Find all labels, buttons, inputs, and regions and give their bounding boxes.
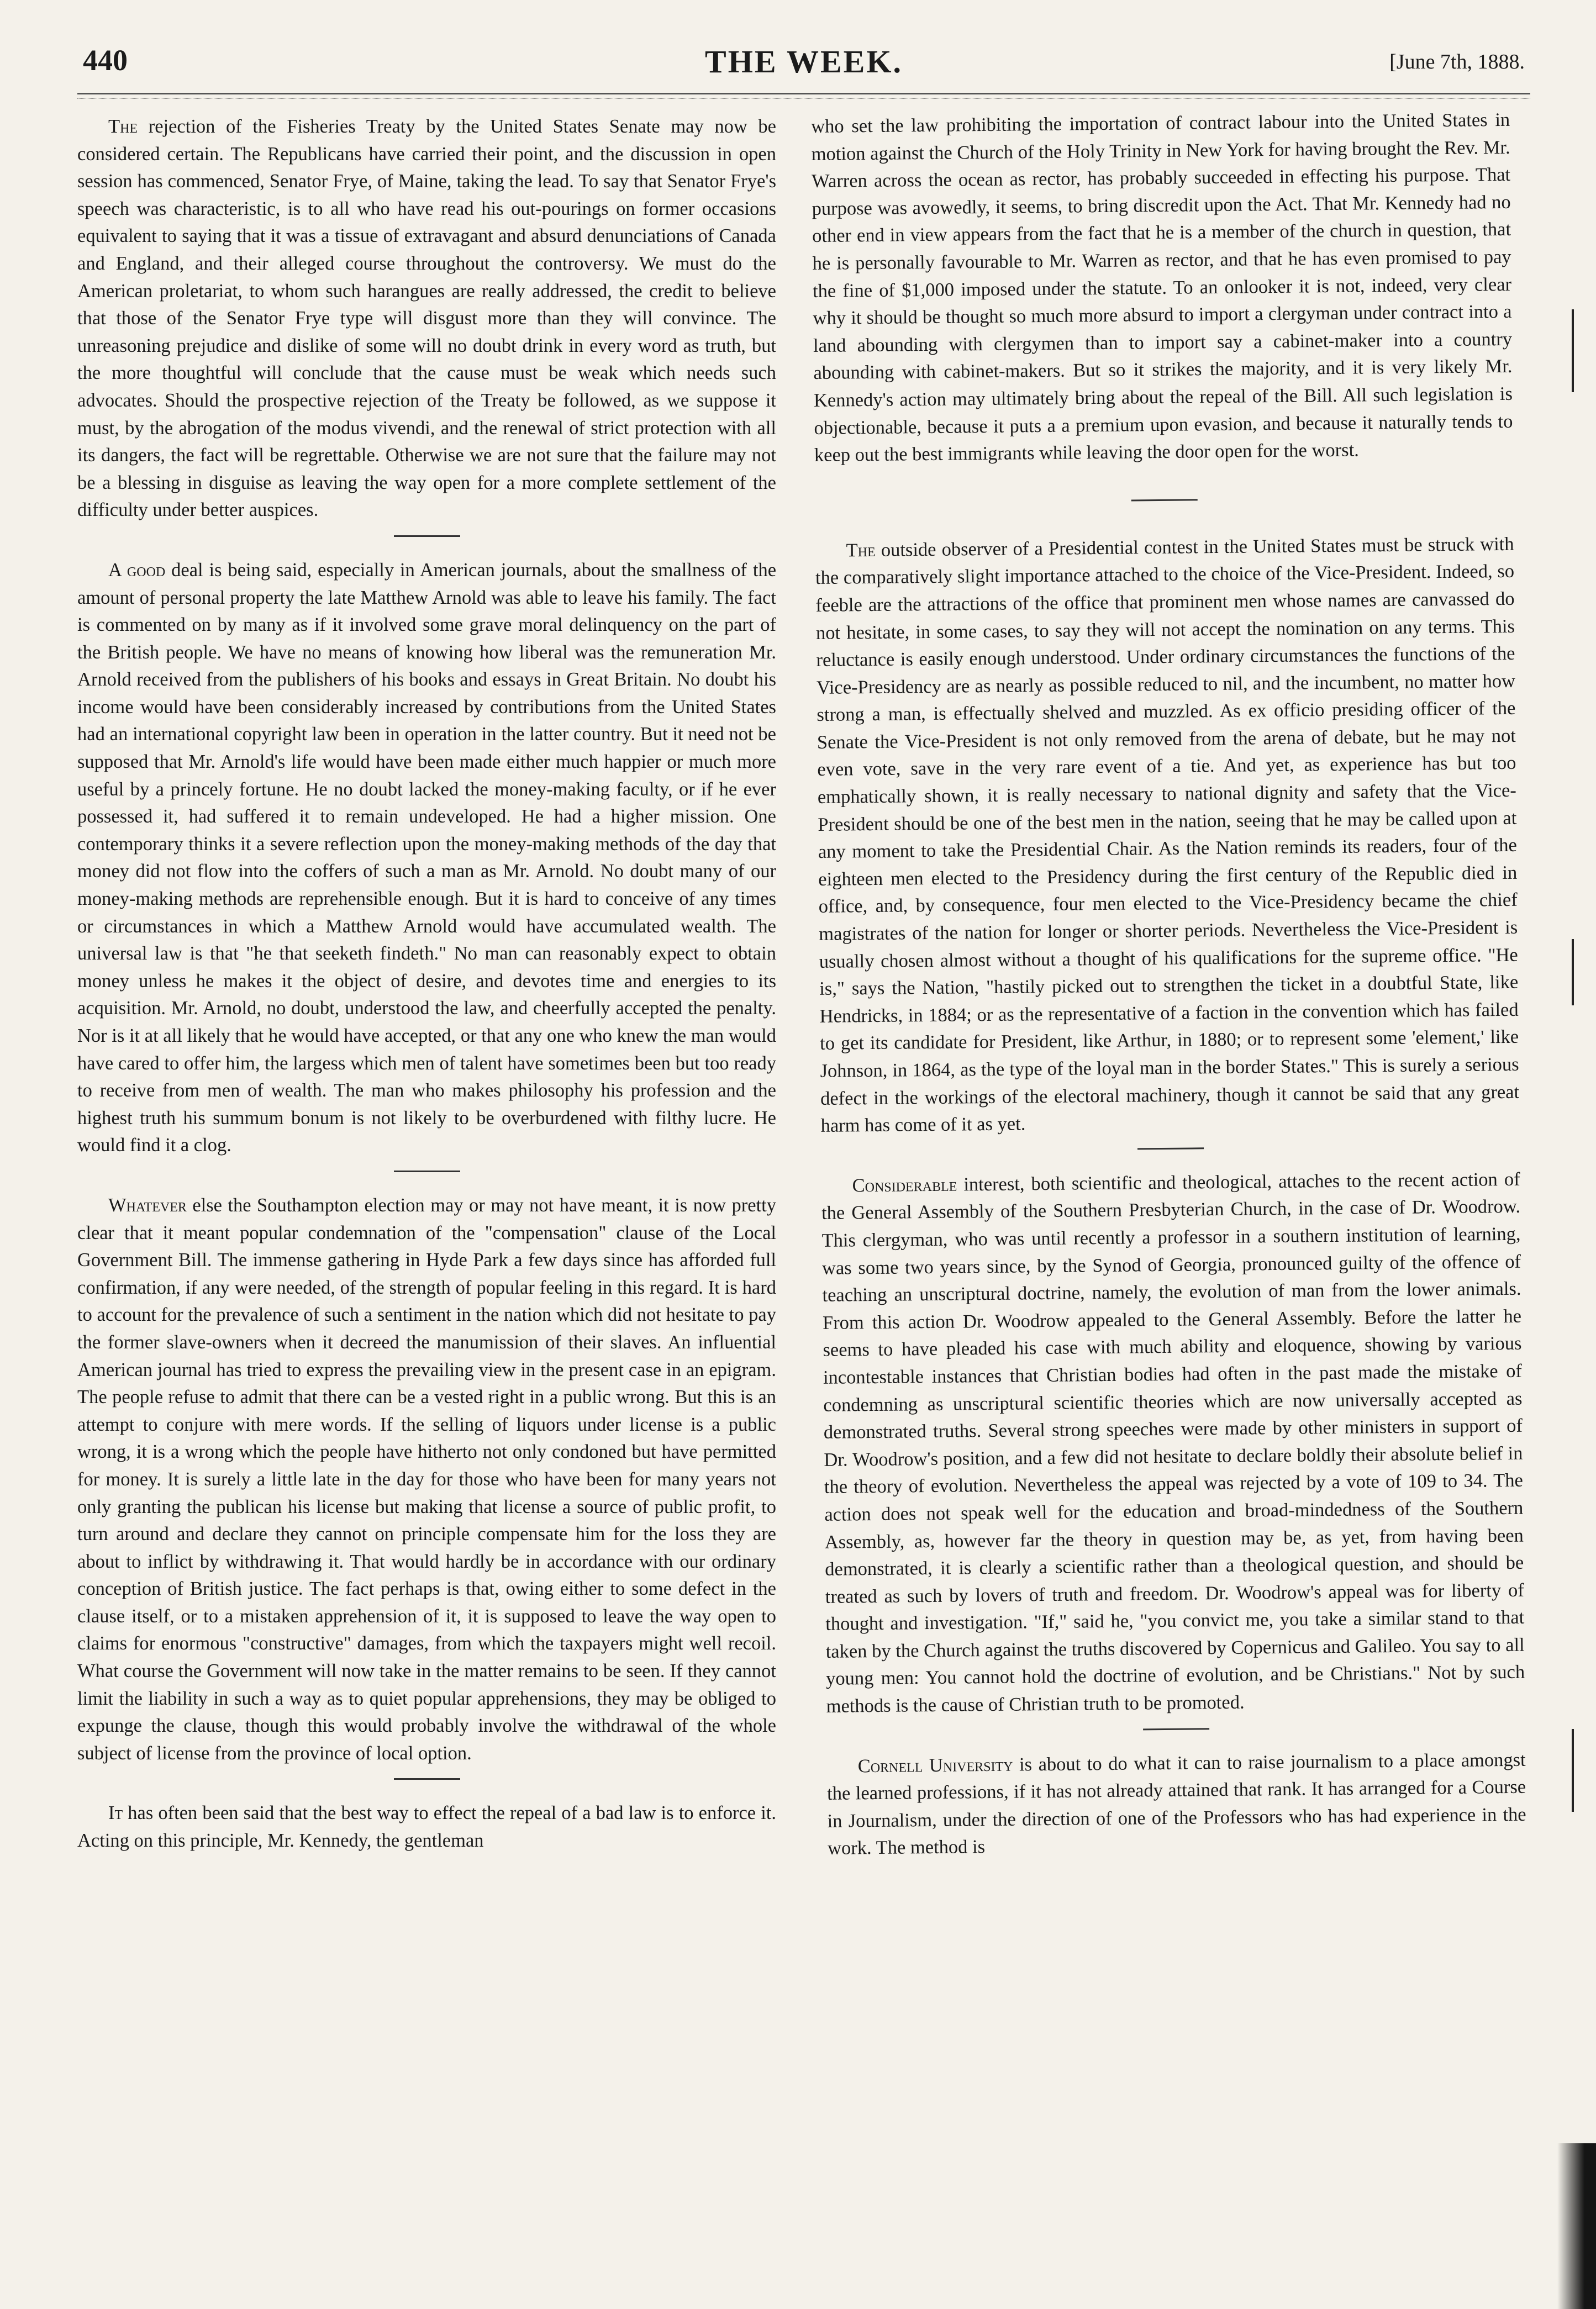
page-edge-shadow (1557, 2143, 1596, 2309)
article-vice-president (815, 531, 1519, 1140)
article-body: interest, both scientific and theological, attaches to the recent action of the General Assembly of the Southern Presbyterian Church, in the case of Dr. Woodrow. This clergyman, who was until recently a professor in a southern institution of learning, was some two years since, by the Synod of Georgia, pronounced guilty of the offence of teaching an unscriptural doctrine, namely, the evolution of man from the lower animals. From this action Dr. Woodrow appealed to the General Assembly. Before the latter he seems to have pleaded his case with much ability and eloquence, showing by various incontestable instances that Christian bodies had often in the past made the mistake of condemning as unscriptural scientific theories which are now universally accepted as demonstrated truths. Several strong speeches were made by other ministers in support of Dr. Woodrow's position, and a few did not hesitate to declare boldly their absolute belief in the theory of evolution. Nevertheless the appeal was rejected by a vote of 109 to 34. The action does not speak well for the education and broad-mindedness of the Southern Assembly, as, however far the theory in question may be, as yet, from having been demonstrated, it is clearly a scientific rather than a theological question, and should be treated as such by lovers of truth and freedom. Dr. Woodrow's appeal was for liberty of thought and investigation. "If," said he, "you convict me, you take a similar stand to that taken by the Church against the truths discovered by Copernicus and Galileo. You say to all young men: You cannot hold the doctrine of evolution, and be Christians." Not by such methods is the cause of Christian truth to be promoted. (821, 1168, 1525, 1717)
article-body: has often been said that the best way to effect the repeal of a bad law is to enforce it. Acting on this principle, Mr. Kennedy, the gentleman (77, 1802, 776, 1852)
article-body: else the Southampton election may or may not have meant, it is now pretty clear that it meant popular condemnation of the "compensation" clause of the Local Government Bill. The immense gathering in Hyde Park a few days since has afforded full confirmation, if any were needed, of the strength of popular feeling in this regard. It is hard to account for the prevalence of such a sentiment in the nation which did not hesitate to pay the former slave-owners when it decreed the manumission of their slaves. An influential American journal has tried to express the prevailing view in the present case in an epigram. The people refuse to admit that there can be a vested right in a public wrong. But this is an attempt to conjure with mere words. If the selling of liquors under license is a public wrong, it is a wrong which the people have hitherto not only condoned but have permitted for money. It is surely a little late in the day for those who have been for many years not only granting the publican his license but making that license a source of public profit, to turn around and declare they cannot on principle compensate him for the loss they are about to inflict by withdrawing it. That would hardly be in accordance with our ordinary conception of British justice. The fact perhaps is that, owing either to some defect in the clause itself, or to a mistaken apprehension of it, it is supposed to leave the way open to claims for enormous "constructive" damages, from which the taxpayers might well recoil. What course the Government will now take in the matter remains to be seen. If they cannot limit the liability in such a way as to quiet popular apprehensions, they may be obliged to expunge the clause, though this would probably involve the withdrawal of the whole subject of license from the province of local option. (77, 1194, 776, 1764)
section-divider (1143, 1728, 1209, 1730)
header-rule (77, 93, 1530, 94)
article-contract-labour-continued (811, 107, 1513, 470)
article-body: who set the law prohibiting the importation of contract labour into the United States in motion against the Church of the Holy Trinity in New York for having brought the Rev. Mr. Warren across the ocean as rector, has probably succeeded in effecting his purpose. That purpose was avowedly, it seems, to bring discredit upon the Act. That Mr. Kennedy had no other end in view appears from the fact that he is a member of the church in question, that he is personally favourable to Mr. Warren as rector, and that he has even promised to pay the fine of $1,000 imposed under the statute. To an onlooker it is not, indeed, very clear why it should be thought so much more absurd to import a clergyman under contract into a land abounding with clergymen than to import say a cabinet-maker into a country abounding with cabinet-makers. But so it strikes the majority, and it is very likely Mr. Kennedy's action may ultimately bring about the repeal of the Bill. All such legislation is objectionable, because it puts a a premium upon evasion, and because it naturally tends to keep out the best immigrants while leaving the door open for the worst. (811, 109, 1513, 466)
article-matthew-arnold (77, 557, 776, 1159)
masthead-title: THE WEEK. (705, 44, 903, 80)
article-southampton-election (77, 1192, 776, 1767)
margin-mark (1572, 939, 1574, 1005)
article-dr-woodrow (821, 1166, 1525, 1721)
section-divider (394, 1171, 460, 1172)
page-number: 440 (83, 44, 128, 77)
lead-word: A good (108, 559, 166, 581)
left-column (77, 113, 776, 1855)
article-cornell-journalism (826, 1746, 1526, 1863)
section-divider (394, 535, 460, 537)
article-body: rejection of the Fisheries Treaty by the United States Senate may now be considered certain. The Republicans have carried their point, and the discussion in open session has commenced, Senator Frye, of Maine, taking the lead. To say that Senator Frye's speech was characteristic, is to all who have read his out-pourings on former occasions equivalent to saying that it was a tissue of extravagant and absurd denunciations of Canada and England, and their alleged course throughout the controversy. We must do the American proletariat, to whom such harangues are really addressed, the credit to believe that those of the Senator Frye type will disgust more than they will convince. The unreasoning prejudice and dislike of some will no doubt drink in every word as truth, but the more thoughtful will conclude that the cause must be weak which needs such advocates. Should the prospective rejection of the Treaty be followed, as we suppose it must, by the abrogation of the modus vivendi, and the renewal of strict protection with all its dangers, the fact will be regrettable. Otherwise we are not sure that the failure may not be a blessing in disguise as leaving the way open for a more complete settlement of the difficulty under better auspices. (77, 116, 776, 521)
lead-word: The (846, 539, 876, 561)
lead-word: Cornell University (857, 1754, 1013, 1776)
article-body: is about to do what it can to raise journalism to a place amongst the learned professions, if it has not already attained that rank. It has arranged for a Course in Journalism, under the direction of one of the Professors who has had experience in the work. The method is (827, 1749, 1526, 1859)
section-divider (394, 1778, 460, 1780)
right-column (811, 107, 1526, 1863)
issue-date: [June 7th, 1888. (1389, 50, 1525, 73)
page-header (83, 43, 1525, 87)
margin-mark (1572, 1729, 1574, 1812)
article-body: deal is being said, especially in American journals, about the smallness of the amount of personal property the late Matthew Arnold was able to leave his family. The fact is commented on by many as if it involved some grave moral delinquency on the part of the British people. We have no means of knowing how liberal was the remuneration Mr. Arnold received from the publishers of his books and essays in Great Britain. No doubt his income would have been considerably increased by contributions from the United States had an international copyright law been in operation in the latter country. But it need not be supposed that Mr. Arnold's life would have been made either much happier or much more useful by a princely fortune. He no doubt lacked the money-making faculty, or if he ever possessed it, had suffered it to remain undeveloped. He had a higher mission. One contemporary thinks it a severe reflection upon the money-making methods of the day that money did not flow into the coffers of such a man as Mr. Arnold. No doubt many of our money-making methods are reprehensible enough. But it is hard to conceive of any times or circumstances in which a Matthew Arnold would have accumulated wealth. The universal law is that "he that seeketh findeth." No man can reasonably expect to obtain money unless he makes it the object of desire, and devotes time and energies to its acquisition. Mr. Arnold, no doubt, understood the law, and cheerfully accepted the penalty. Nor is it at all likely that he would have accepted, or that any one who knew the man would have cared to offer him, the largess which men of talent have sometimes been but too ready to receive from men of wealth. The man who makes philosophy his profession and the highest truth his summum bonum is not likely to be overburdened with filthy lucre. He would find it a clog. (77, 559, 777, 1156)
lead-word: The (108, 116, 138, 137)
section-divider (1137, 1147, 1204, 1150)
article-body: outside observer of a Presidential contest in the United States must be struck with the comparatively slight importance attached to the choice of the Vice-President. Indeed, so feeble are the attractions of the office that prominent men whose names are canvassed do not hesitate, in some cases, to say they will not accept the nomination on any terms. This reluctance is easily enough understood. Under ordinary circumstances the functions of the Vice-Presidency are as nearly as possible reduced to nil, and the incumbent, no matter how strong a man, is effectually shelved and muzzled. As ex officio presiding officer of the Senate the Vice-President is not only removed from the arena of debate, but he may not even vote, save in the very rare event of a tie. And yet, as experience has but too emphatically shown, it is really necessary to national dignity and safety that the Vice-President should be one of the best men in the nation, seeing that he may be called upon at any moment to take the Presidential Chair. As the Nation reminds its readers, four of the eighteen men elected to the Presidency during the first century of the Republic died in office, and, by consequence, four men elected to the Vice-Presidency became the chief magistrates of the nation for longer or shorter periods. Nevertheless the Vice-President is usually chosen almost without a thought of his qualifications for the supreme office. "He is," says the Nation, "hastily picked out to strengthen the ticket in a doubtful State, like Hendricks, in 1884; or as the representative of a faction in the convention which has failed to get its candidate for President, like Arthur, in 1880; or to represent some 'element,' like Johnson, in 1864, as the type of the loyal man in the border States." This is surely a serious defect in the workings of the electoral machinery, though it cannot be said that any great harm has come of it as yet. (815, 533, 1520, 1137)
header-rule-dotted (77, 98, 1530, 99)
lead-word: It (108, 1802, 123, 1824)
lead-word: Whatever (108, 1194, 187, 1216)
lead-word: Considerable (852, 1174, 957, 1196)
article-contract-labour (77, 1800, 776, 1854)
section-divider (1131, 499, 1197, 501)
article-fisheries-treaty (77, 113, 776, 524)
margin-mark (1572, 309, 1574, 392)
